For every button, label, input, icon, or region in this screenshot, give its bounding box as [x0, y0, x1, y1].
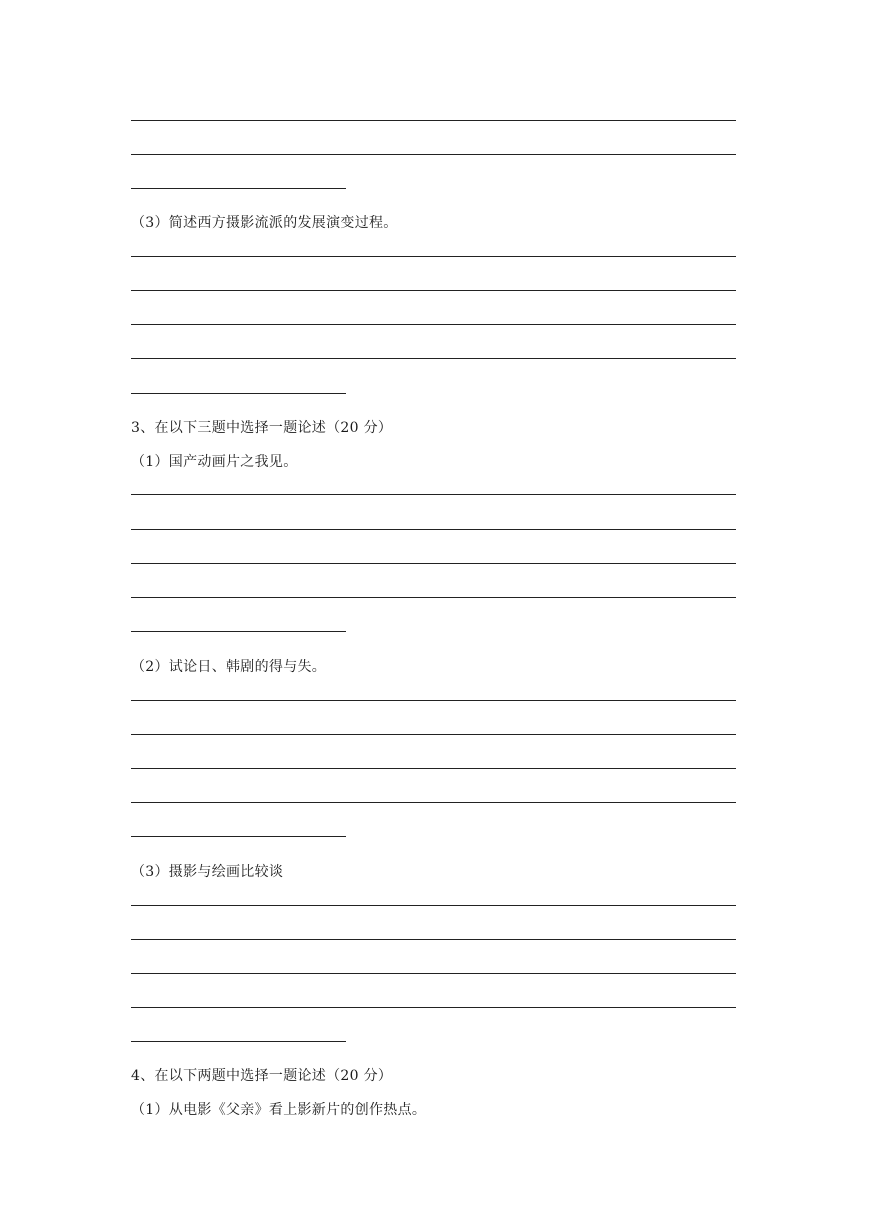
question-3-2-label: （2）试论日、韩剧的得与失。: [131, 659, 327, 675]
answer-line: [131, 700, 736, 721]
answer-line: [131, 154, 736, 175]
answer-line: [131, 529, 736, 550]
answer-line: [131, 768, 736, 789]
answer-line: [131, 973, 736, 994]
answer-line: [131, 905, 736, 926]
answer-line: [131, 256, 736, 277]
answer-line: [131, 1007, 736, 1028]
answer-line-end: [131, 393, 346, 414]
section-4-heading: 4、在以下两题中选择一题论述（20 分）: [131, 1068, 393, 1084]
answer-line: [131, 939, 736, 960]
question-2-3-label: （3）简述西方摄影流派的发展演变过程。: [131, 215, 398, 231]
answer-line-end: [131, 1041, 346, 1062]
answer-line: [131, 802, 736, 823]
answer-line: [131, 597, 736, 618]
answer-line-end: [131, 631, 346, 652]
question-4-1-label: （1）从电影《父亲》看上影新片的创作热点。: [131, 1102, 427, 1118]
answer-line-end: [131, 188, 346, 209]
answer-line-end: [131, 836, 346, 857]
question-3-3-label: （3）摄影与绘画比较谈: [131, 864, 284, 880]
section-3-heading: 3、在以下三题中选择一题论述（20 分）: [131, 420, 393, 436]
answer-line: [131, 494, 736, 515]
answer-line: [131, 290, 736, 311]
answer-line: [131, 563, 736, 584]
answer-line: [131, 358, 736, 379]
answer-line: [131, 324, 736, 345]
answer-line: [131, 734, 736, 755]
answer-line: [131, 120, 736, 141]
question-3-1-label: （1）国产动画片之我见。: [131, 454, 298, 470]
